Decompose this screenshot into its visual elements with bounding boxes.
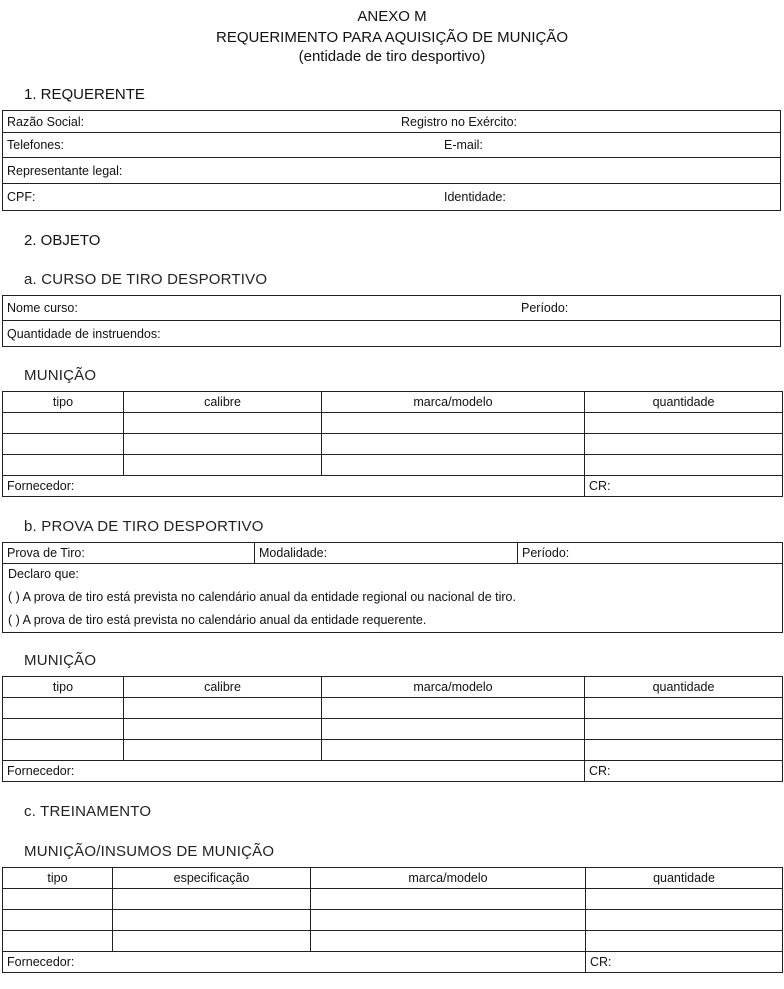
cell[interactable] xyxy=(124,413,322,434)
periodo-curso-field[interactable]: Período: xyxy=(521,301,569,315)
curso-heading: a. CURSO DE TIRO DESPORTIVO xyxy=(24,271,268,288)
cell[interactable] xyxy=(113,910,311,931)
cr-field[interactable]: CR: xyxy=(586,952,783,973)
insumos-table xyxy=(2,867,783,973)
table-row xyxy=(3,889,783,910)
row-telefones xyxy=(3,133,780,158)
cell[interactable] xyxy=(311,910,586,931)
fornecedor-field[interactable]: Fornecedor: xyxy=(3,952,586,973)
cr-field[interactable]: CR: xyxy=(585,476,783,497)
col-marca-modelo: marca/modelo xyxy=(311,868,586,889)
table-row xyxy=(3,719,783,740)
registro-exercito-field[interactable]: Registro no Exército: xyxy=(401,114,518,129)
cell[interactable] xyxy=(322,698,585,719)
curso-box xyxy=(2,295,781,347)
prova-row xyxy=(3,543,783,564)
ammo-table-header xyxy=(3,677,783,698)
declaro-cell xyxy=(3,564,783,633)
declaro-option-regional[interactable]: ( ) A prova de tiro está prevista no calendário anual da entidade regional ou nacional de tiro. xyxy=(8,590,516,604)
quantidade-instruendos-field[interactable]: Quantidade de instruendos: xyxy=(7,326,161,341)
cell[interactable] xyxy=(3,455,124,476)
cell[interactable] xyxy=(585,740,783,761)
col-quantidade: quantidade xyxy=(586,868,783,889)
form-title: REQUERIMENTO PARA AQUISIÇÃO DE MUNIÇÃO xyxy=(215,29,568,46)
identidade-field[interactable]: Identidade: xyxy=(444,190,506,204)
row-nome-curso xyxy=(3,296,780,321)
col-quantidade: quantidade xyxy=(585,677,783,698)
representante-legal-field[interactable]: Representante legal: xyxy=(7,163,123,178)
row-representante xyxy=(3,158,780,184)
cell[interactable] xyxy=(585,698,783,719)
modalidade-field[interactable]: Modalidade: xyxy=(255,543,518,564)
col-especificacao: especificação xyxy=(113,868,311,889)
email-field[interactable]: E-mail: xyxy=(444,138,483,152)
municao-label-2: MUNIÇÃO xyxy=(24,652,97,669)
cell[interactable] xyxy=(3,910,113,931)
col-tipo: tipo xyxy=(3,677,124,698)
requerente-box xyxy=(2,110,781,211)
row-razao-social xyxy=(3,111,780,133)
cell[interactable] xyxy=(113,931,311,952)
cell[interactable] xyxy=(3,889,113,910)
fornecedor-row xyxy=(3,952,783,973)
razao-social-field[interactable]: Razão Social: xyxy=(7,114,85,129)
table-row xyxy=(3,698,783,719)
cell[interactable] xyxy=(311,931,586,952)
cell[interactable] xyxy=(3,698,124,719)
municao-label-1: MUNIÇÃO xyxy=(24,367,97,384)
cell[interactable] xyxy=(586,910,783,931)
declaro-label: Declaro que: xyxy=(8,567,79,581)
cell[interactable] xyxy=(124,740,322,761)
ammo-table-curso xyxy=(2,391,783,497)
cr-field[interactable]: CR: xyxy=(585,761,783,782)
cell[interactable] xyxy=(586,931,783,952)
cell[interactable] xyxy=(124,698,322,719)
prova-table xyxy=(2,542,783,633)
cell[interactable] xyxy=(124,434,322,455)
form-subtitle: (entidade de tiro desportivo) xyxy=(298,48,486,65)
insumos-table-header xyxy=(3,868,783,889)
cell[interactable] xyxy=(113,889,311,910)
cell[interactable] xyxy=(585,413,783,434)
col-calibre: calibre xyxy=(124,677,322,698)
col-marca-modelo: marca/modelo xyxy=(322,677,585,698)
table-row xyxy=(3,434,783,455)
cell[interactable] xyxy=(3,413,124,434)
col-tipo: tipo xyxy=(3,392,124,413)
cell[interactable] xyxy=(585,455,783,476)
fornecedor-field[interactable]: Fornecedor: xyxy=(3,761,585,782)
cell[interactable] xyxy=(3,719,124,740)
cell[interactable] xyxy=(322,740,585,761)
col-calibre: calibre xyxy=(124,392,322,413)
declaro-option-requerente[interactable]: ( ) A prova de tiro está prevista no calendário anual da entidade requerente. xyxy=(8,613,427,627)
fornecedor-row xyxy=(3,476,783,497)
col-marca-modelo: marca/modelo xyxy=(322,392,585,413)
fornecedor-field[interactable]: Fornecedor: xyxy=(3,476,585,497)
declaro-row xyxy=(3,564,783,633)
cell[interactable] xyxy=(124,455,322,476)
cell[interactable] xyxy=(3,931,113,952)
cell[interactable] xyxy=(585,719,783,740)
cell[interactable] xyxy=(322,434,585,455)
cell[interactable] xyxy=(322,719,585,740)
col-tipo: tipo xyxy=(3,868,113,889)
telefones-field[interactable]: Telefones: xyxy=(7,138,64,152)
cell[interactable] xyxy=(586,889,783,910)
section-requerente-heading: 1. REQUERENTE xyxy=(24,86,145,103)
row-cpf xyxy=(3,184,780,210)
prova-heading: b. PROVA DE TIRO DESPORTIVO xyxy=(24,518,264,535)
section-objeto-heading: 2. OBJETO xyxy=(24,232,101,249)
row-instruendos xyxy=(3,321,780,346)
nome-curso-field[interactable]: Nome curso: xyxy=(7,301,78,315)
cell[interactable] xyxy=(585,434,783,455)
cell[interactable] xyxy=(124,719,322,740)
ammo-table-prova xyxy=(2,676,783,782)
table-row xyxy=(3,931,783,952)
cell[interactable] xyxy=(322,413,585,434)
table-row xyxy=(3,740,783,761)
insumos-label: MUNIÇÃO/INSUMOS DE MUNIÇÃO xyxy=(24,843,275,860)
cell[interactable] xyxy=(3,740,124,761)
ammo-table-header xyxy=(3,392,783,413)
col-quantidade: quantidade xyxy=(585,392,783,413)
cell[interactable] xyxy=(311,889,586,910)
table-row xyxy=(3,455,783,476)
cpf-field[interactable]: CPF: xyxy=(7,190,36,204)
cell[interactable] xyxy=(3,434,124,455)
table-row xyxy=(3,910,783,931)
fornecedor-row xyxy=(3,761,783,782)
annex-title: ANEXO M xyxy=(357,8,427,25)
treinamento-heading: c. TREINAMENTO xyxy=(24,803,152,820)
cell[interactable] xyxy=(322,455,585,476)
prova-de-tiro-field[interactable]: Prova de Tiro: xyxy=(3,543,255,564)
periodo-prova-field[interactable]: Período: xyxy=(518,543,783,564)
table-row xyxy=(3,413,783,434)
